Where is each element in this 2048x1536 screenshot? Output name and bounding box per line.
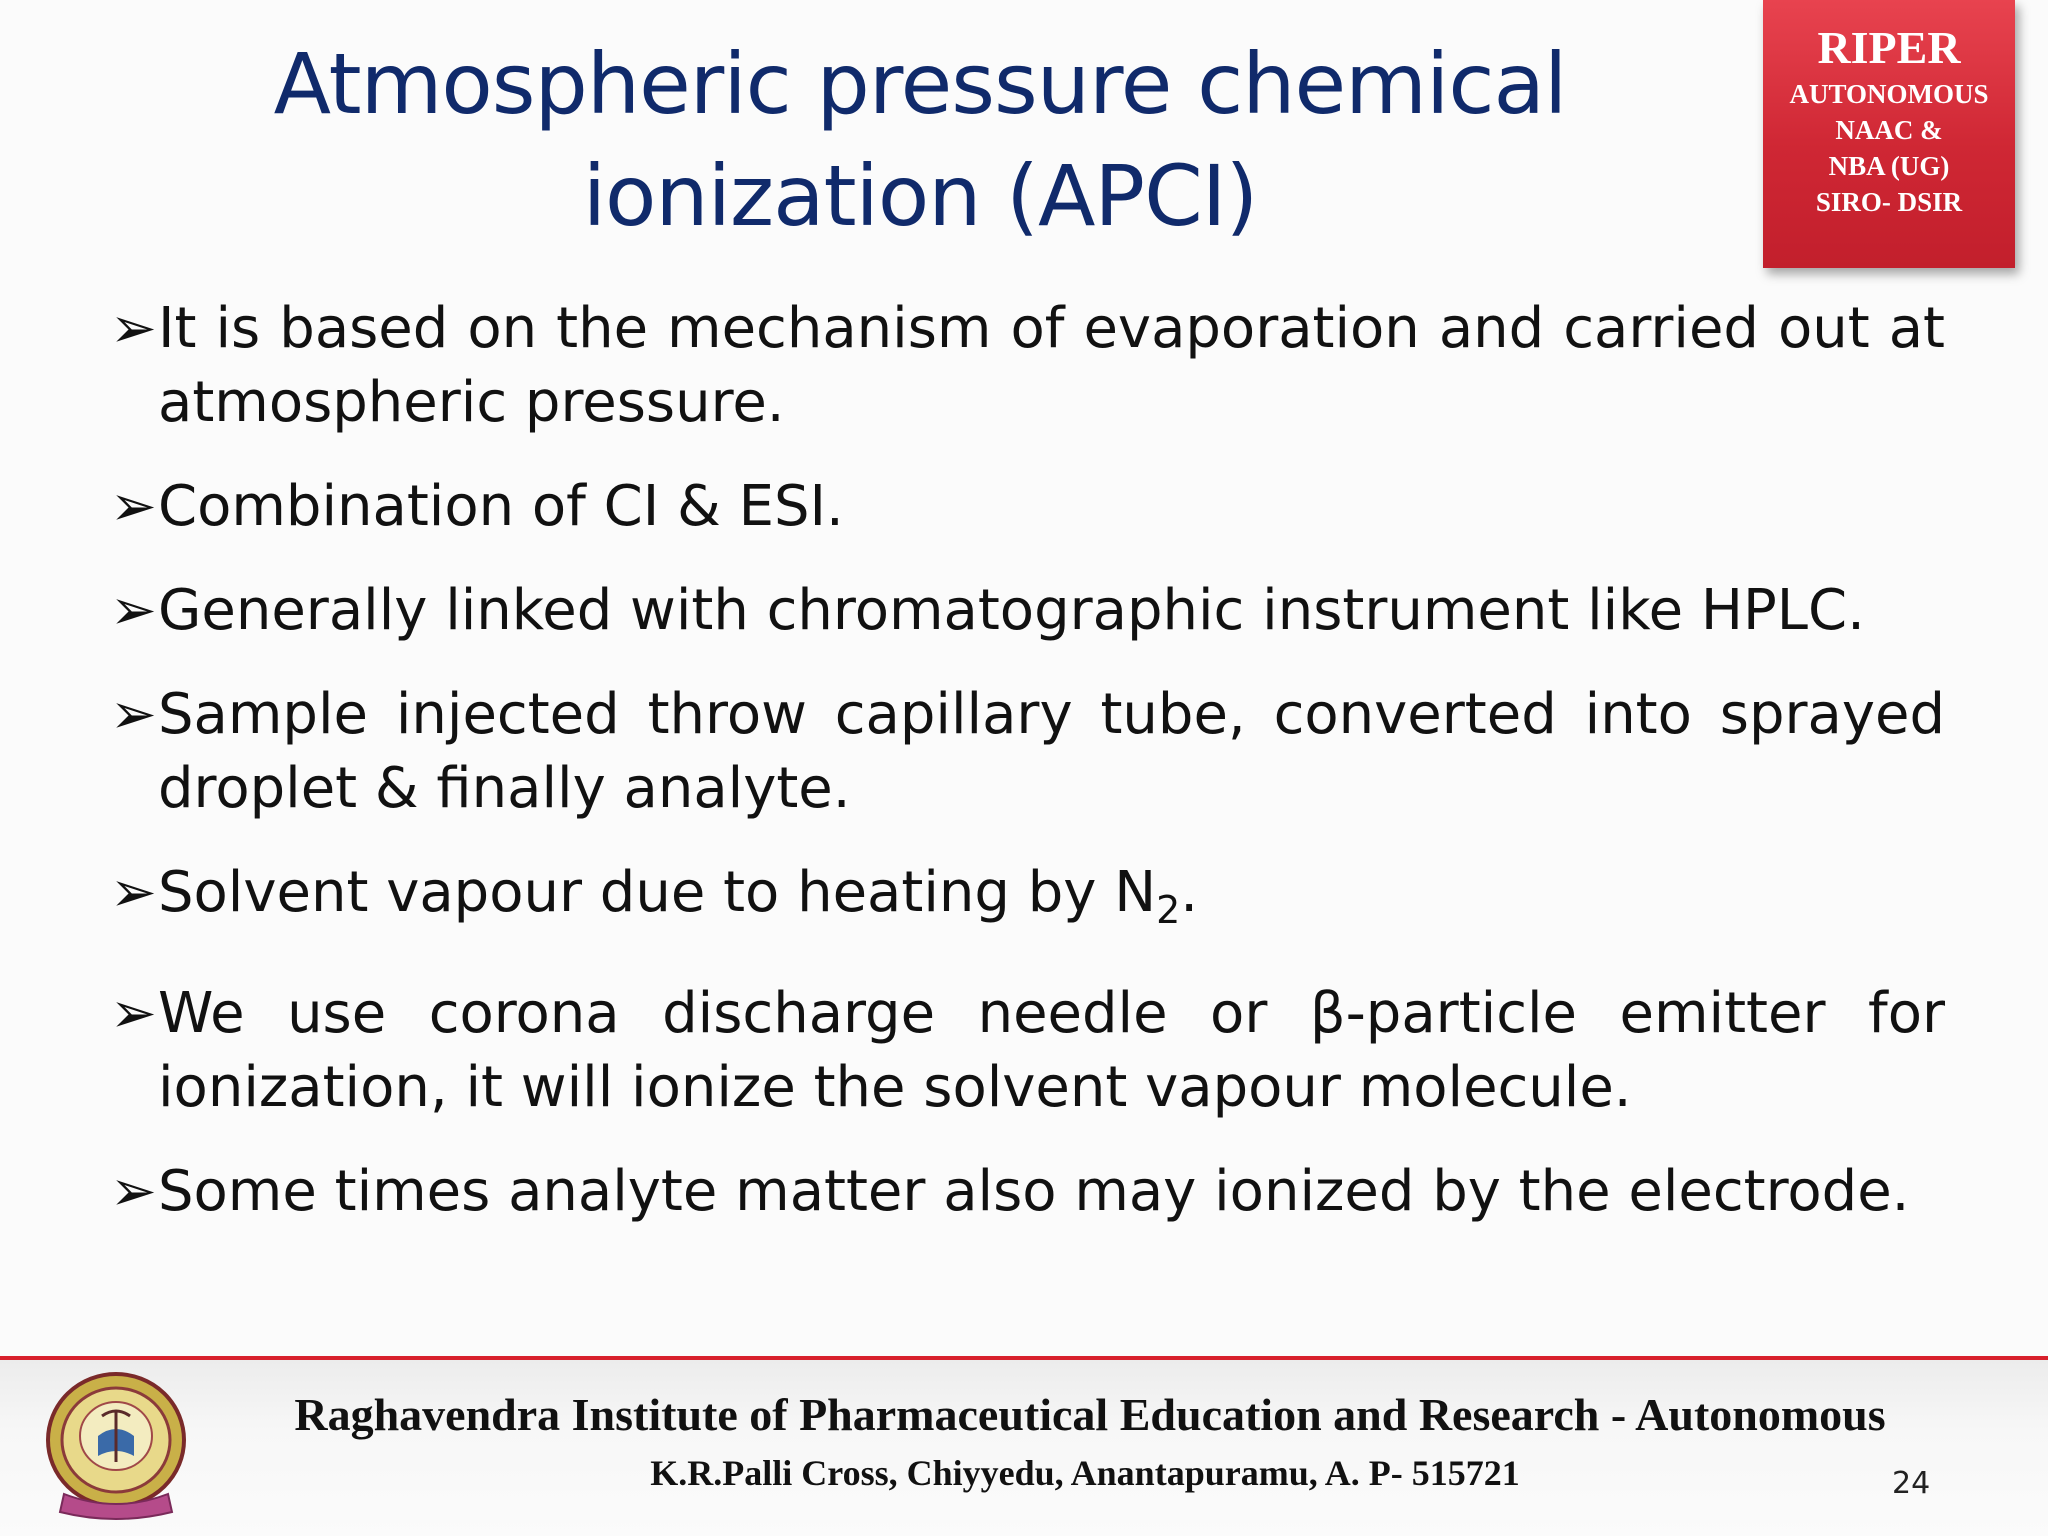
bullet-item — [110, 678, 1945, 826]
badge-line-4: NBA (UG) — [1828, 151, 1950, 181]
arrowhead-bullet-icon: ➢ — [110, 860, 157, 925]
institute-name: Raghavendra Institute of Pharmaceutical Education and Research - Autonomous — [294, 1389, 1886, 1440]
bullet-subscript: 2 — [1156, 888, 1181, 933]
slide-title-line-1: Atmospheric pressure chemical — [273, 35, 1567, 133]
bullet-item — [110, 1155, 1945, 1229]
bullet-text: Sample injected throw capillary tube, converted into sprayed droplet & finally analyte. — [158, 682, 1945, 821]
bullet-text: We use corona discharge needle or β-particle emitter for ionization, it will ionize the solvent vapour molecule. — [158, 981, 1945, 1121]
accreditation-badge — [1763, 0, 2015, 268]
institute-address: K.R.Palli Cross, Chiyyedu, Anantapuramu, A. P- 515721 — [650, 1453, 1520, 1493]
bullet-text: Solvent vapour due to heating by N — [158, 860, 1157, 925]
slide-title-line-2: ionization (APCI) — [582, 147, 1258, 245]
slide-title — [160, 28, 1680, 252]
bullet-list — [110, 292, 1945, 1259]
page-number: 24 — [1892, 1466, 1931, 1501]
arrowhead-bullet-icon: ➢ — [110, 474, 157, 539]
arrowhead-bullet-icon: ➢ — [110, 682, 157, 747]
bullet-text: Some times analyte matter also may ionized by the electrode. — [158, 1159, 1910, 1225]
footer-background — [0, 1360, 2048, 1536]
arrowhead-bullet-icon: ➢ — [110, 296, 157, 361]
badge-line-5: SIRO- DSIR — [1815, 187, 1963, 217]
institute-seal-logo — [40, 1366, 192, 1524]
bullet-item — [110, 470, 1945, 544]
arrowhead-bullet-icon: ➢ — [110, 1159, 157, 1225]
bullet-text: Generally linked with chromatographic instrument like HPLC. — [158, 578, 1865, 643]
bullet-suffix: . — [1180, 860, 1199, 925]
arrowhead-bullet-icon: ➢ — [110, 578, 157, 643]
bullet-item — [110, 856, 1945, 947]
bullet-item — [110, 574, 1945, 648]
badge-line-3: NAAC & — [1835, 115, 1943, 145]
bullet-item — [110, 292, 1945, 440]
bullet-text: Combination of CI & ESI. — [158, 474, 844, 539]
badge-line-2: AUTONOMOUS — [1789, 79, 1989, 109]
footer-divider — [0, 1356, 2048, 1360]
arrowhead-bullet-icon: ➢ — [110, 981, 157, 1047]
bullet-text: It is based on the mechanism of evaporation and carried out at atmospheric pressure. — [158, 296, 1945, 435]
badge-line-1: RIPER — [1817, 22, 1961, 73]
bullet-item — [110, 977, 1945, 1125]
